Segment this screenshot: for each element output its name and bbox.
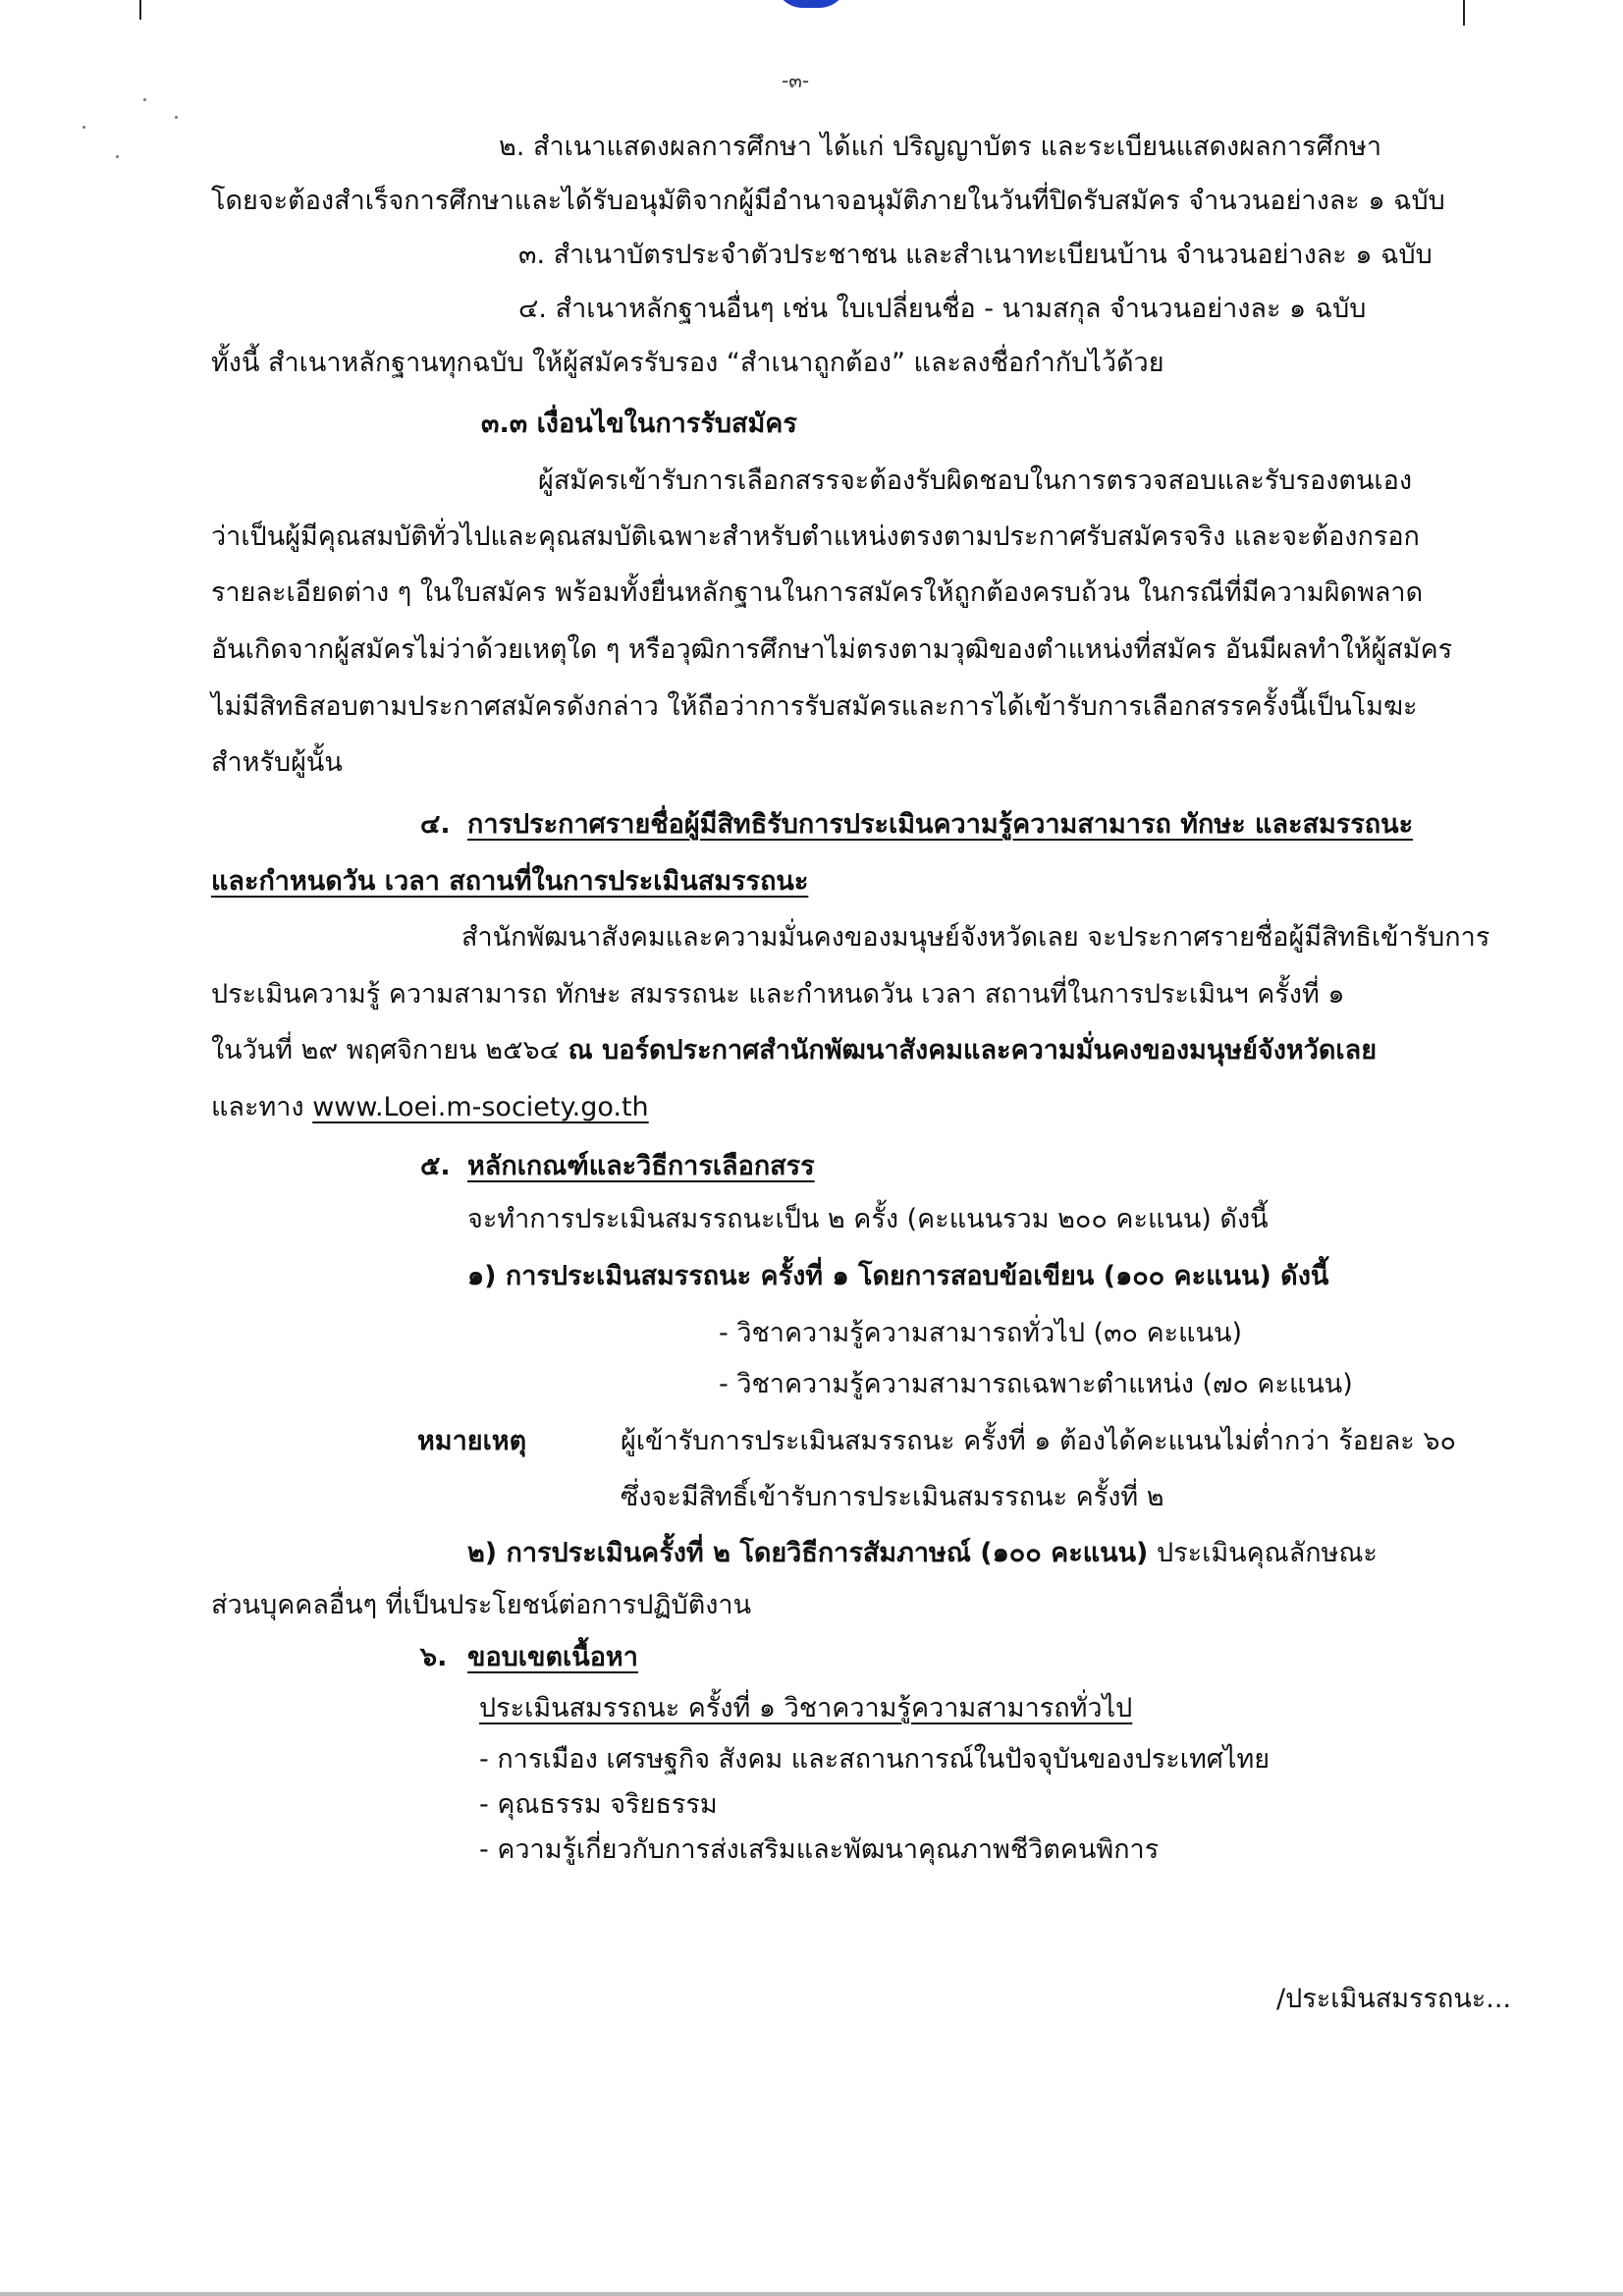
paragraph-line: โดยจะต้องสำเร็จการศึกษาและได้รับอนุมัติจากผู้มีอำนาจอนุมัติภายในวันที่ปิดรับสมัคร จำนวนอย่างละ ๑ ฉบับ — [211, 186, 1445, 216]
note-text: ซึ่งจะมีสิทธิ์เข้ารับการประเมินสมรรถนะ ครั้งที่ ๒ — [621, 1482, 1164, 1512]
scan-speck — [143, 98, 146, 101]
section-heading: ขอบเขตเนื้อหา — [467, 1642, 638, 1672]
paragraph-line: สำหรับผู้นั้น — [211, 747, 343, 778]
assessment-item-text: ประเมินคุณลักษณะ — [1148, 1538, 1378, 1568]
paragraph-line: ส่วนบุคคลอื่นๆ ที่เป็นประโยชน์ต่อการปฏิบัติงาน — [211, 1590, 752, 1620]
list-item: - การเมือง เศรษฐกิจ สังคม และสถานการณ์ในปัจจุบันของประเทศไทย — [479, 1744, 1271, 1775]
assessment-item-heading: ๑) การประเมินสมรรถนะ ครั้งที่ ๑ โดยการสอบข้อเขียน (๑๐๐ คะแนน) ดังนี้ — [467, 1261, 1329, 1291]
section-heading: การประกาศรายชื่อผู้มีสิทธิรับการประเมินความรู้ความสามารถ ทักษะ และสมรรถนะ — [467, 809, 1414, 840]
list-item: - วิชาความรู้ความสามารถทั่วไป (๓๐ คะแนน) — [719, 1318, 1243, 1348]
note-label: หมายเหตุ — [417, 1426, 527, 1456]
section-number: ๖. — [420, 1642, 448, 1672]
paragraph-line: ว่าเป็นผู้มีคุณสมบัติทั่วไปและคุณสมบัติเฉพาะสำหรับตำแหน่งตรงตามประกาศรับสมัครจริง และจะต้องกรอก — [211, 521, 1420, 552]
binding-mark — [774, 0, 848, 8]
paragraph-line: ๔. สำเนาหลักฐานอื่นๆ เช่น ใบเปลี่ยนชื่อ - นามสกุล จำนวนอย่างละ ๑ ฉบับ — [518, 294, 1367, 324]
list-item: - วิชาความรู้ความสามารถเฉพาะตำแหน่ง (๗๐ คะแนน) — [719, 1369, 1353, 1399]
paragraph-line: ๒. สำเนาแสดงผลการศึกษา ได้แก่ ปริญญาบัตร และระเบียนแสดงผลการศึกษา — [499, 132, 1381, 162]
section-number: ๕. — [420, 1151, 451, 1181]
scan-edge-line-left — [139, 0, 141, 20]
announcement-date: ในวันที่ ๒๙ พฤศจิกายน ๒๕๖๔ — [211, 1035, 568, 1066]
scan-speck — [82, 126, 85, 129]
paragraph-line: รายละเอียดต่าง ๆ ในใบสมัคร พร้อมทั้งยื่นหลักฐานในการสมัครให้ถูกต้องครบถ้วน ในกรณีที่มีความผิดพลาด — [211, 577, 1424, 608]
subsection-heading: ประเมินสมรรถนะ ครั้งที่ ๑ วิชาความรู้ความสามารถทั่วไป — [479, 1693, 1133, 1723]
paragraph-line: สำนักพัฒนาสังคมและความมั่นคงของมนุษย์จังหวัดเลย จะประกาศรายชื่อผู้มีสิทธิเข้ารับการ — [461, 922, 1490, 953]
paragraph-line — [467, 1534, 1378, 1573]
paragraph-line: ผู้สมัครเข้ารับการเลือกสรรจะต้องรับผิดชอบในการตรวจสอบและรับรองตนเอง — [538, 465, 1413, 496]
paragraph-line — [211, 1088, 649, 1127]
section-heading: หลักเกณฑ์และวิธีการเลือกสรร — [467, 1151, 815, 1181]
page-number: -๓- — [782, 69, 810, 92]
continuation-note: /ประเมินสมรรถนะ... — [1276, 1984, 1512, 2014]
link-prefix: และทาง — [211, 1092, 313, 1122]
list-item: - คุณธรรม จริยธรรม — [479, 1789, 718, 1820]
announcement-place: ณ บอร์ดประกาศสำนักพัฒนาสังคมและความมั่นคงของมนุษย์จังหวัดเลย — [568, 1035, 1378, 1066]
paragraph-line: ประเมินความรู้ ความสามารถ ทักษะ สมรรถนะ และกำหนดวัน เวลา สถานที่ในการประเมินฯ ครั้งที่ ๑ — [211, 979, 1345, 1010]
list-item: - ความรู้เกี่ยวกับการส่งเสริมและพัฒนาคุณภาพชีวิตคนพิการ — [479, 1834, 1160, 1865]
section-number: ๔. — [420, 809, 451, 840]
subsection-heading: ๓.๓ เงื่อนไขในการรับสมัคร — [481, 409, 797, 439]
paragraph-line — [211, 1031, 1377, 1070]
paragraph-line: จะทำการประเมินสมรรถนะเป็น ๒ ครั้ง (คะแนนรวม ๒๐๐ คะแนน) ดังนี้ — [467, 1204, 1269, 1234]
scan-edge-line-bottom — [0, 2292, 1623, 2296]
scan-edge-line-right — [1463, 0, 1465, 26]
paragraph-line: ๓. สำเนาบัตรประจำตัวประชาชน และสำเนาทะเบียนบ้าน จำนวนอย่างละ ๑ ฉบับ — [518, 240, 1433, 270]
section-heading: และกำหนดวัน เวลา สถานที่ในการประเมินสมรรถนะ — [211, 866, 809, 897]
website-link[interactable]: www.Loei.m-society.go.th — [312, 1092, 649, 1122]
scan-speck — [116, 155, 119, 158]
paragraph-line: ทั้งนี้ สำเนาหลักฐานทุกฉบับ ให้ผู้สมัครรับรอง “สำเนาถูกต้อง” และลงชื่อกำกับไว้ด้วย — [211, 348, 1164, 378]
assessment-item-heading: ๒) การประเมินครั้งที่ ๒ โดยวิธีการสัมภาษณ์ (๑๐๐ คะแนน) — [467, 1538, 1149, 1568]
note-text: ผู้เข้ารับการประเมินสมรรถนะ ครั้งที่ ๑ ต้องได้คะแนนไม่ต่ำกว่า ร้อยละ ๖๐ — [621, 1426, 1457, 1456]
paragraph-line: อันเกิดจากผู้สมัครไม่ว่าด้วยเหตุใด ๆ หรือวุฒิการศึกษาไม่ตรงตามวุฒิของตำแหน่งที่สมัคร อันมีผลทำให้ผู้สมัคร — [211, 634, 1453, 665]
paragraph-line: ไม่มีสิทธิสอบตามประกาศสมัครดังกล่าว ให้ถือว่าการรับสมัครและการได้เข้ารับการเลือกสรรครั้งนี้เป็นโมฆะ — [211, 691, 1418, 722]
scan-speck — [175, 116, 178, 119]
